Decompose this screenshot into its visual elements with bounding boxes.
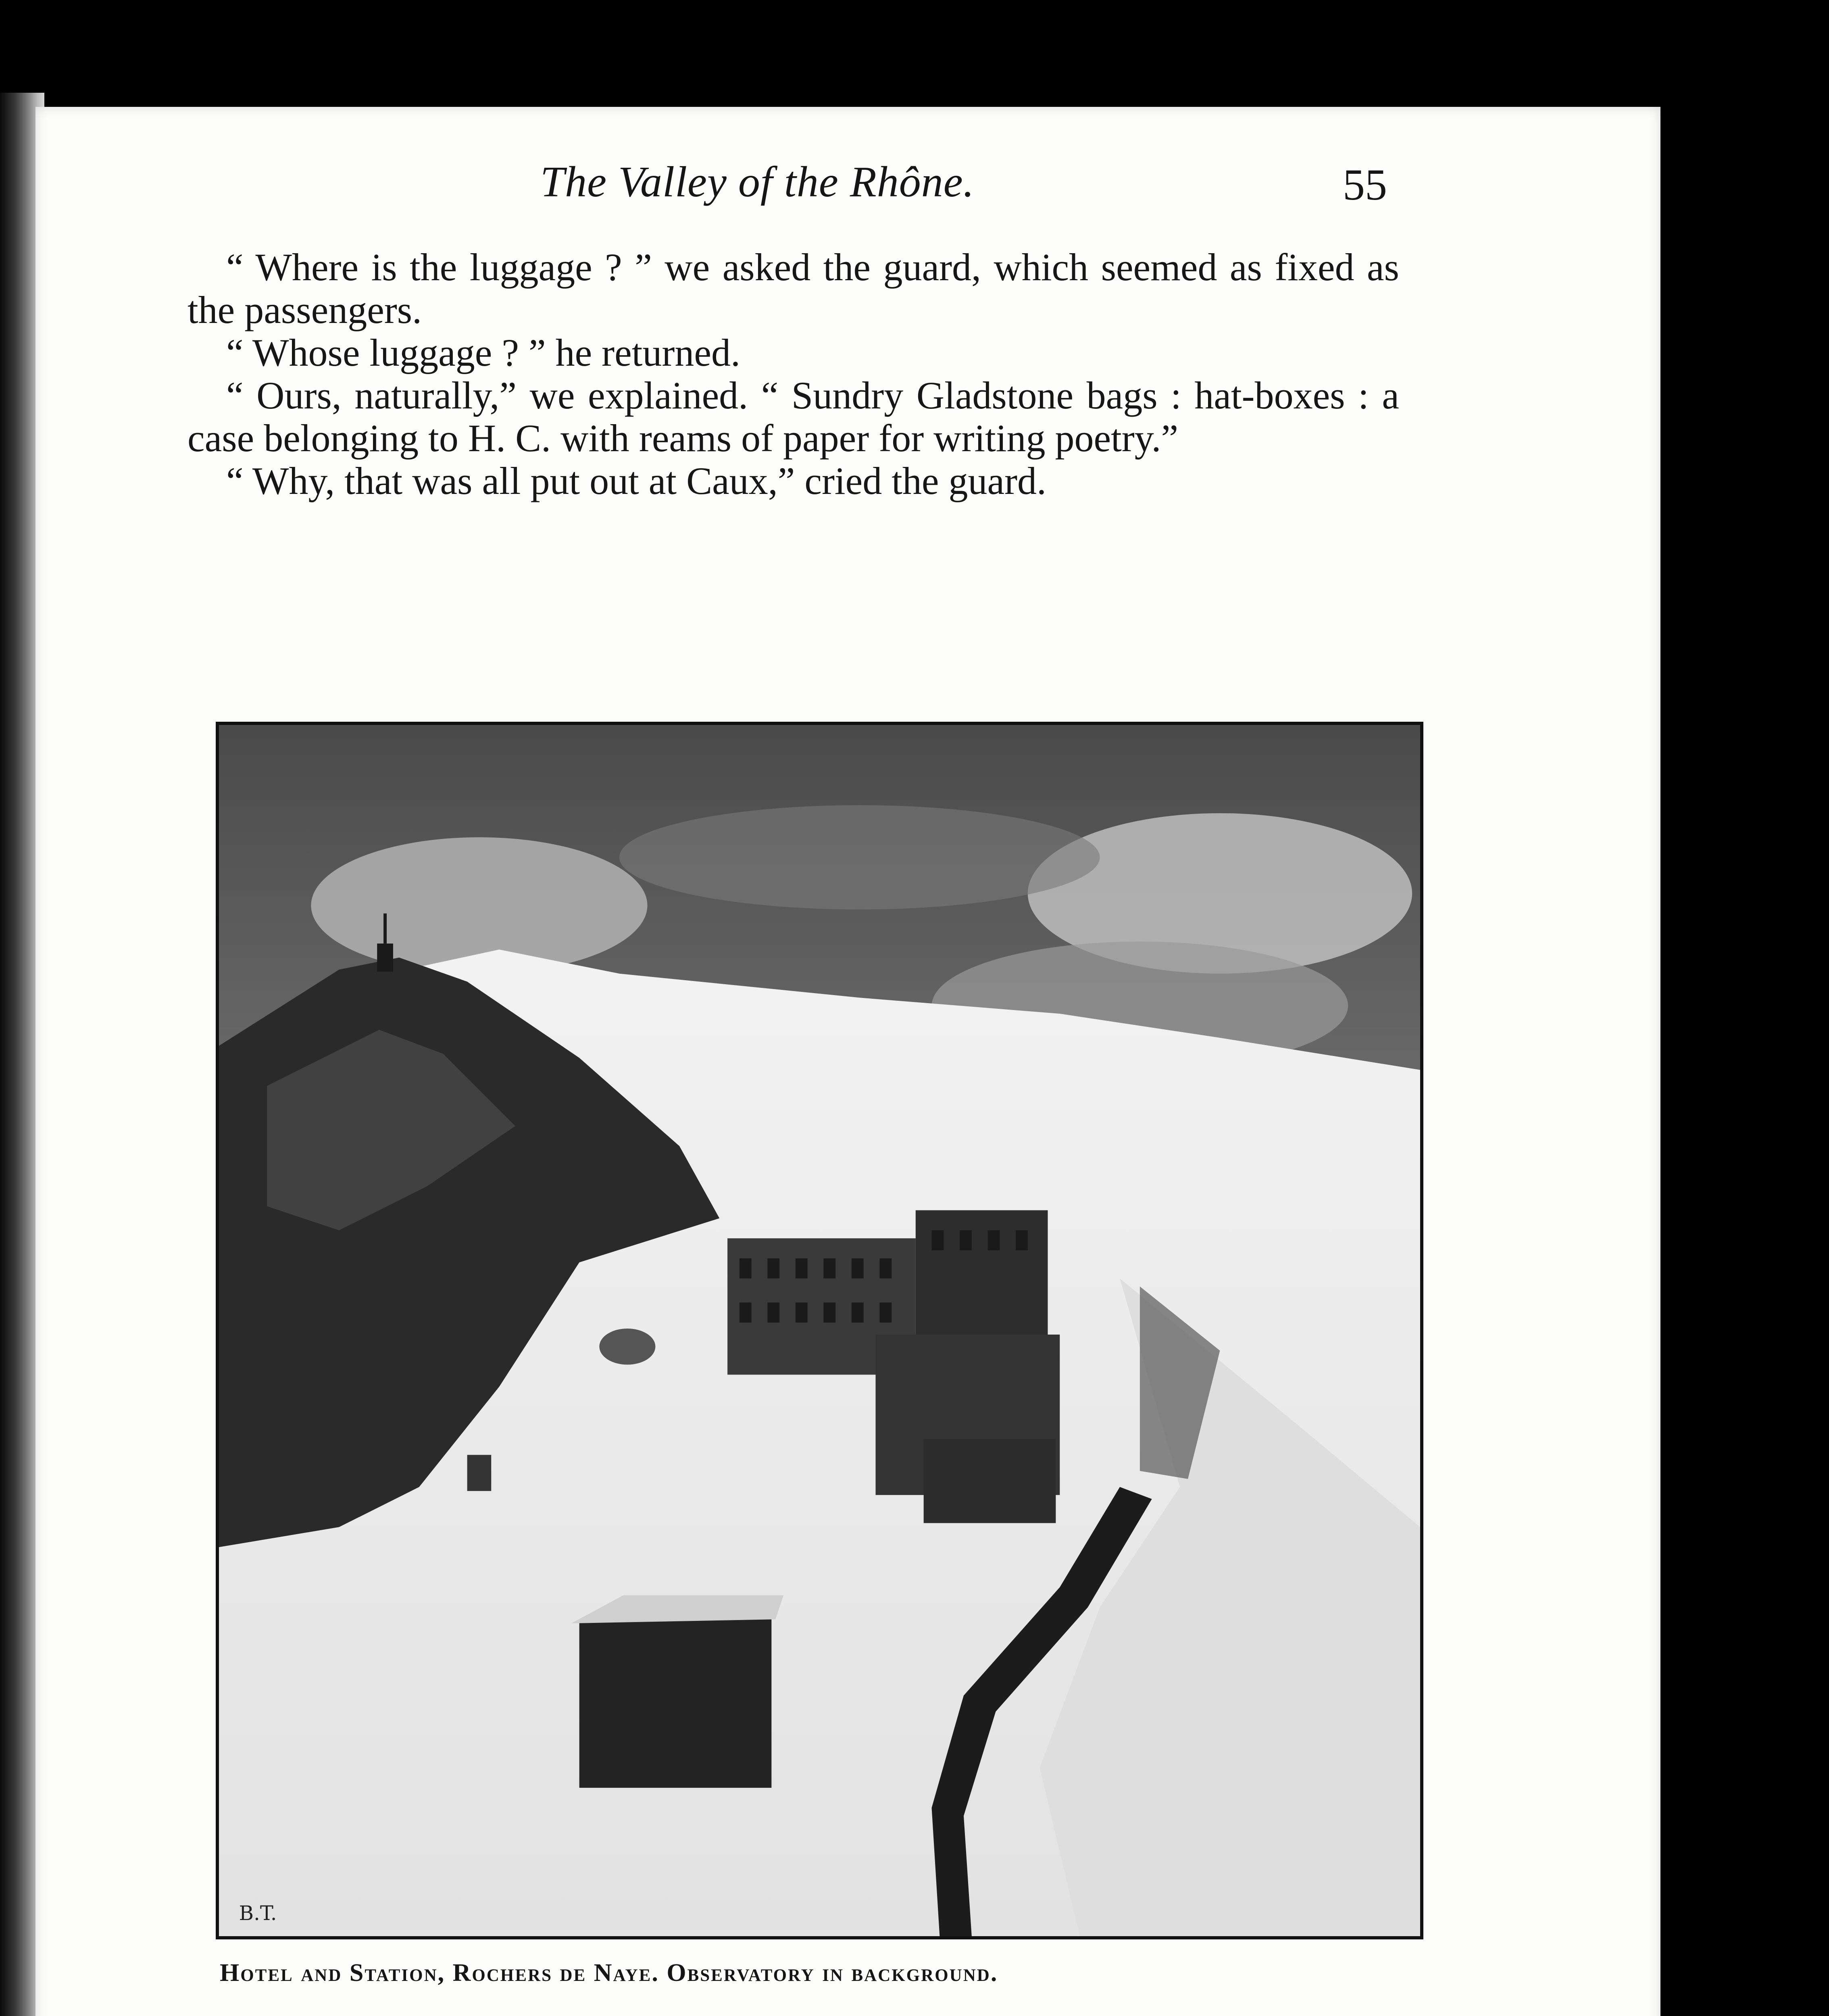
- svg-text:B.T.: B.T.: [239, 1901, 277, 1925]
- paragraph: “ Where is the luggage ? ” we asked the guard, which seemed as fixed as the passengers.: [187, 246, 1399, 331]
- illustration-hotel-station: [216, 722, 1423, 1939]
- running-title: The Valley of the Rhône.: [540, 158, 975, 206]
- paragraph: “ Whose luggage ? ” he returned.: [226, 331, 740, 374]
- engraving-illustration: [219, 725, 1420, 1936]
- page-number: 55: [1343, 160, 1387, 209]
- text-block-top: [187, 246, 1399, 502]
- figure-caption: Hotel and Station, Rochers de Naye. Observatory in background.: [220, 1959, 998, 1987]
- paragraph: “ Ours, naturally,” we explained. “ Sundry Gladstone bags : hat-boxes : a case belonging to H. C. with reams of paper for writing poetry.”: [187, 374, 1399, 460]
- paragraph: “ Why, that was all put out at Caux,” cried the guard.: [226, 459, 1047, 502]
